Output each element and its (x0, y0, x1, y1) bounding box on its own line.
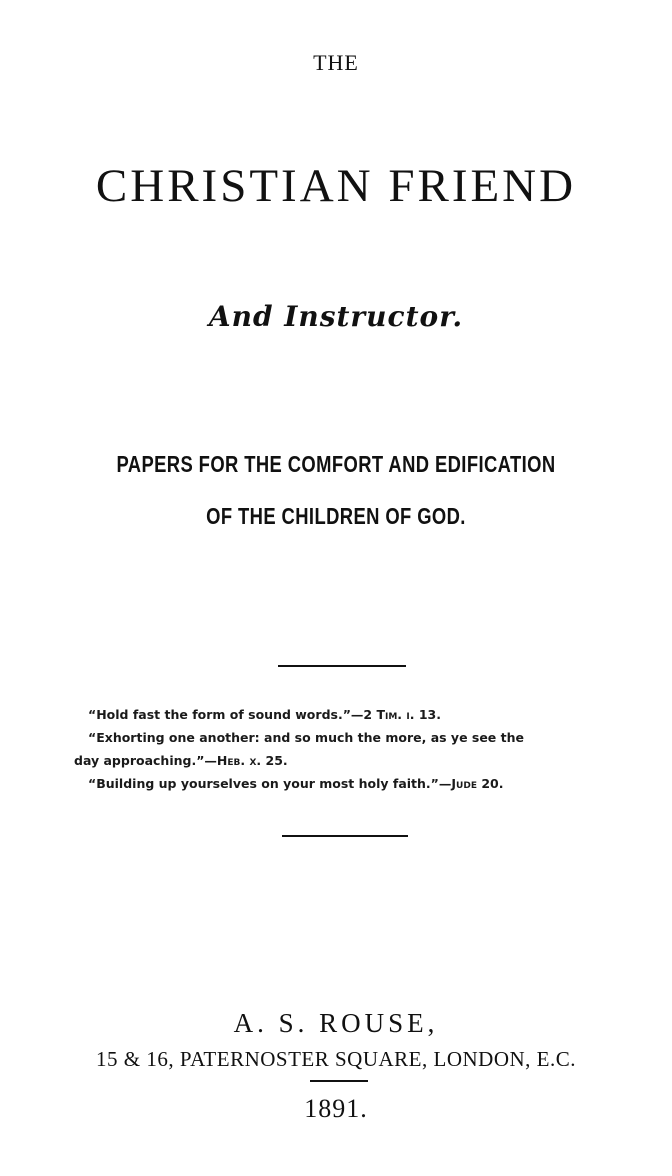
subtitle: And Instructor. (208, 300, 464, 333)
publisher-name: A. S. ROUSE, (233, 1008, 439, 1038)
quote-2-reference: Heb. x. 25. (216, 753, 288, 768)
quote-2-line-1 (74, 726, 644, 749)
divider-top (278, 665, 406, 667)
quote-3 (74, 772, 644, 795)
epigraph-quotes (74, 703, 644, 795)
quote-2-text-2: day approaching.”— (74, 753, 217, 768)
publication-year: 1891. (304, 1094, 368, 1123)
quote-2-line-2 (74, 749, 644, 772)
description-line-1: PAPERS FOR THE COMFORT AND EDIFICATION (116, 451, 556, 477)
quote-3-text: “Building up yourselves on your most holy faith.”— (88, 776, 452, 791)
quote-2-text-1: “Exhorting one another: and so much the more, as ye see the (88, 730, 524, 745)
quote-1-reference: 2 Tim. i. 13. (363, 707, 441, 722)
quote-3-reference: Jude 20. (451, 776, 504, 791)
description-line-2: OF THE CHILDREN OF GOD. (206, 503, 466, 529)
publisher-address: 15 & 16, PATERNOSTER SQUARE, LONDON, E.C. (95, 1047, 576, 1071)
title-prefix: THE (313, 50, 359, 75)
quote-1-text: “Hold fast the form of sound words.”— (88, 707, 364, 722)
quote-1 (74, 703, 644, 726)
divider-bottom (282, 835, 408, 837)
divider-short (310, 1080, 368, 1082)
page-title: CHRISTIAN FRIEND (95, 160, 577, 212)
